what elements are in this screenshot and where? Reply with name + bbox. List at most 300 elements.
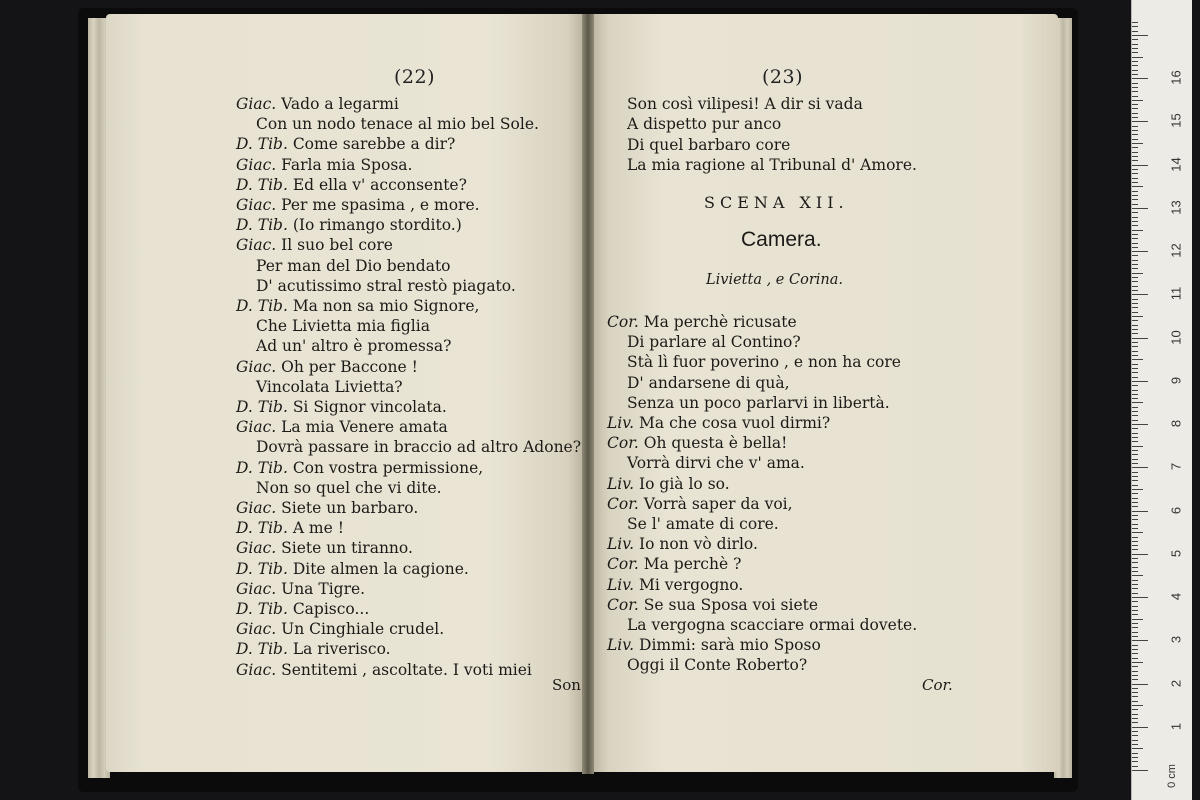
verse-text: Per man del Dio bendato	[256, 256, 451, 275]
verse-line	[256, 377, 403, 397]
ruler-unit-label: 0 cm	[1165, 764, 1178, 788]
ruler-tick	[1132, 234, 1138, 235]
speaker-label: Giac.	[236, 620, 277, 639]
ruler-tick	[1132, 57, 1143, 58]
ruler-tick	[1132, 381, 1148, 382]
verse-text: Farla mia Sposa.	[281, 155, 413, 174]
speaker-label: D. Tib.	[236, 216, 288, 235]
ruler-tick	[1132, 532, 1143, 533]
ruler-tick	[1132, 199, 1138, 200]
ruler-tick	[1132, 52, 1138, 53]
ruler-tick	[1132, 329, 1138, 330]
ruler-tick	[1132, 653, 1138, 654]
right-page-number: (23)	[762, 66, 804, 88]
ruler-tick	[1132, 428, 1138, 429]
speaker-label: D. Tib.	[236, 640, 288, 659]
ruler-tick	[1132, 632, 1138, 633]
ruler-tick	[1132, 614, 1138, 615]
verse-text: Ma perchè ricusate	[643, 313, 797, 331]
verse-text: Il suo bel core	[281, 236, 393, 255]
verse-line	[627, 94, 863, 114]
verse-line	[236, 155, 412, 175]
ruler-tick	[1132, 424, 1148, 425]
ruler-tick	[1132, 402, 1143, 403]
ruler-tick	[1132, 143, 1143, 144]
ruler-tick	[1132, 173, 1138, 174]
verse-text: Stà lì fuor poverino , e non ha core	[627, 353, 901, 372]
ruler-tick	[1132, 368, 1138, 369]
ruler-tick	[1132, 65, 1138, 66]
ruler-tick	[1132, 117, 1138, 118]
ruler-tick	[1132, 671, 1138, 672]
ruler-tick	[1132, 558, 1138, 559]
ruler-tick	[1132, 506, 1138, 507]
ruler-tick	[1132, 165, 1148, 166]
ruler-tick	[1132, 191, 1138, 192]
ruler-tick	[1132, 770, 1148, 771]
speaker-label: Giac.	[236, 196, 277, 214]
speaker-label: Liv.	[607, 535, 635, 554]
verse-line	[236, 599, 369, 619]
ruler-tick	[1132, 87, 1138, 88]
verse-line	[607, 474, 730, 494]
ruler-tick	[1132, 485, 1138, 486]
verse-text: La mia ragione al Tribunal d' Amore.	[627, 156, 917, 175]
ruler-tick	[1132, 108, 1138, 109]
ruler-tick	[1132, 658, 1138, 659]
ruler-tick	[1132, 338, 1148, 339]
speaker-label: Cor.	[607, 434, 639, 453]
verse-line	[607, 575, 743, 595]
verse-line	[256, 437, 581, 457]
ruler-tick	[1132, 571, 1138, 572]
verse-text: A dispetto pur anco	[627, 115, 782, 134]
verse-text: D' acutissimo stral restò piagato.	[256, 276, 516, 295]
speaker-label: D. Tib.	[236, 458, 288, 477]
ruler-tick	[1132, 277, 1138, 278]
ruler-number: 10	[1168, 329, 1184, 345]
verse-text: Son così vilipesi! A dir si vada	[627, 95, 863, 113]
speaker-label: Liv.	[607, 414, 635, 432]
verse-line	[607, 312, 797, 332]
speaker-label: D. Tib.	[236, 135, 288, 154]
ruler-tick	[1132, 524, 1138, 525]
ruler-tick	[1132, 705, 1143, 706]
verse-text: Come sarebbe a dir?	[292, 135, 456, 154]
ruler-tick	[1132, 351, 1138, 352]
speaker-label: Cor.	[607, 494, 639, 513]
ruler-tick	[1132, 299, 1138, 300]
ruler-tick	[1132, 537, 1138, 538]
verse-text: Vado a legarmi	[281, 95, 399, 113]
ruler-tick	[1132, 39, 1138, 40]
ruler-tick	[1132, 346, 1138, 347]
ruler-tick	[1132, 342, 1138, 343]
verse-line	[627, 514, 779, 534]
ruler-number: 7	[1168, 463, 1184, 471]
verse-line	[627, 615, 917, 635]
ruler-tick	[1132, 454, 1138, 455]
ruler-tick	[1132, 251, 1148, 252]
ruler-tick	[1132, 645, 1138, 646]
ruler-tick	[1132, 243, 1138, 244]
verse-line	[236, 195, 480, 215]
ruler-tick	[1132, 394, 1138, 395]
ruler-number: 3	[1168, 636, 1184, 644]
ruler-tick	[1132, 385, 1138, 386]
speaker-label: Cor.	[607, 595, 639, 614]
verse-line	[627, 332, 801, 352]
verse-text: Con un nodo tenace al mio bel Sole.	[256, 115, 539, 134]
ruler-tick	[1132, 78, 1148, 79]
verse-line	[256, 316, 430, 336]
ruler-tick	[1132, 593, 1138, 594]
ruler-tick	[1132, 701, 1138, 702]
ruler-tick	[1132, 372, 1138, 373]
ruler-tick	[1132, 35, 1148, 36]
ruler-tick	[1132, 688, 1138, 689]
ruler-number: 4	[1168, 592, 1184, 601]
verse-line	[236, 619, 444, 639]
book-gutter	[582, 14, 594, 774]
speaker-label: Liv.	[607, 474, 635, 493]
ruler-number: 13	[1168, 200, 1184, 215]
verse-text: Ed ella v' acconsente?	[292, 175, 467, 194]
ruler-tick	[1132, 359, 1143, 360]
ruler-tick	[1132, 606, 1138, 607]
ruler-tick	[1132, 238, 1138, 239]
verse-text: Si Signor vincolata.	[292, 398, 447, 416]
verse-line	[236, 235, 393, 255]
verse-line	[607, 595, 818, 615]
ruler-tick	[1132, 100, 1143, 101]
verse-text: Siete un barbaro.	[281, 499, 419, 517]
speaker-label: D. Tib.	[236, 175, 288, 194]
ruler-tick	[1132, 260, 1138, 261]
ruler-tick	[1132, 212, 1138, 213]
ruler-tick	[1132, 178, 1138, 179]
ruler-tick	[1132, 766, 1138, 767]
ruler-tick	[1132, 662, 1143, 663]
verse-text: Di quel barbaro core	[627, 135, 791, 154]
ruler-tick	[1132, 588, 1138, 589]
ruler-tick	[1132, 104, 1138, 105]
speaker-label: Liv.	[607, 575, 635, 594]
ruler-tick	[1132, 722, 1138, 723]
ruler-tick	[1132, 528, 1138, 529]
ruler-tick	[1132, 748, 1143, 749]
verse-line	[236, 417, 448, 437]
speaker-label: Giac.	[236, 418, 277, 437]
ruler-tick	[1132, 281, 1138, 282]
ruler-tick	[1132, 152, 1138, 153]
ruler-tick	[1132, 290, 1138, 291]
verse-text: Dimmi: sarà mio Sposo	[639, 636, 821, 655]
verse-text: Senza un poco parlarvi in libertà.	[627, 393, 890, 412]
verse-text: Io non vò dirlo.	[639, 535, 758, 554]
ruler-tick	[1132, 182, 1138, 183]
ruler-tick	[1132, 554, 1148, 555]
ruler-tick	[1132, 433, 1138, 434]
measurement-ruler	[1131, 0, 1192, 800]
left-page-number: (22)	[394, 66, 436, 88]
ruler-tick	[1132, 377, 1138, 378]
ruler-tick	[1132, 735, 1138, 736]
verse-line	[236, 518, 344, 538]
ruler-tick	[1132, 303, 1138, 304]
verse-text: Io già lo so.	[639, 474, 730, 493]
ruler-tick	[1132, 727, 1148, 728]
ruler-number: 15	[1168, 113, 1184, 129]
ruler-tick	[1132, 273, 1143, 274]
verse-text: A me !	[292, 519, 344, 538]
verse-text: Vorrà saper da voi,	[643, 494, 793, 513]
ruler-tick	[1132, 126, 1138, 127]
ruler-tick	[1132, 286, 1138, 287]
ruler-tick	[1132, 134, 1138, 135]
ruler-number: 12	[1168, 243, 1184, 258]
ruler-tick	[1132, 519, 1138, 520]
ruler-tick	[1132, 355, 1138, 356]
ruler-tick	[1132, 208, 1148, 209]
verse-line	[627, 393, 890, 413]
verse-text: Dite almen la cagione.	[292, 559, 469, 578]
verse-line	[607, 554, 741, 574]
speaker-label: Giac.	[236, 539, 277, 558]
ruler-tick	[1132, 675, 1138, 676]
ruler-tick	[1132, 684, 1148, 685]
ruler-tick	[1132, 545, 1138, 546]
ruler-tick	[1132, 70, 1138, 71]
verse-text: Se l' amate di core.	[627, 515, 779, 533]
ruler-tick	[1132, 217, 1138, 218]
speaker-label: D. Tib.	[236, 559, 288, 578]
ruler-tick	[1132, 307, 1138, 308]
ruler-tick	[1132, 113, 1138, 114]
speaker-label: Giac.	[236, 357, 277, 376]
ruler-tick	[1132, 230, 1143, 231]
ruler-tick	[1132, 96, 1138, 97]
verse-text: Ma che cosa vuol dirmi?	[639, 414, 831, 432]
ruler-tick	[1132, 325, 1138, 326]
ruler-tick	[1132, 26, 1138, 27]
ruler-tick	[1132, 575, 1143, 576]
ruler-tick	[1132, 247, 1138, 248]
scene-heading: SCENA XII.	[704, 193, 849, 212]
ruler-tick	[1132, 147, 1138, 148]
ruler-tick	[1132, 91, 1138, 92]
ruler-number: 8	[1168, 419, 1184, 428]
ruler-tick	[1132, 22, 1138, 23]
ruler-number: 9	[1168, 376, 1184, 384]
verse-line	[236, 498, 418, 518]
ruler-tick	[1132, 753, 1138, 754]
verse-line	[236, 397, 447, 417]
ruler-number: 14	[1168, 156, 1184, 172]
verse-line	[236, 559, 469, 579]
verse-line	[627, 373, 790, 393]
verse-line	[236, 579, 365, 599]
ruler-tick	[1132, 441, 1138, 442]
ruler-number: 16	[1168, 70, 1184, 85]
ruler-tick	[1132, 398, 1138, 399]
ruler-tick	[1132, 221, 1138, 222]
ruler-tick	[1132, 312, 1138, 313]
verse-line	[236, 639, 391, 659]
verse-line	[236, 458, 483, 478]
verse-text: La vergogna scacciare ormai dovete.	[627, 616, 918, 634]
verse-text: Con vostra permissione,	[292, 458, 484, 477]
verse-text: Che Livietta mia figlia	[256, 317, 430, 336]
verse-text: Di parlare al Contino?	[627, 333, 801, 352]
ruler-tick	[1132, 619, 1143, 620]
ruler-tick	[1132, 415, 1138, 416]
ruler-tick	[1132, 489, 1143, 490]
scene-characters: Livietta , e Corina.	[706, 272, 843, 288]
ruler-tick	[1132, 601, 1138, 602]
verse-line	[236, 134, 455, 154]
verse-text: La mia Venere amata	[281, 418, 448, 437]
ruler-tick	[1132, 549, 1138, 550]
ruler-tick	[1132, 640, 1148, 641]
verse-text: Ad un' altro è promessa?	[256, 337, 452, 356]
verse-line	[236, 660, 532, 680]
verse-text: Una Tigre.	[281, 579, 366, 598]
verse-text: Vorrà dirvi che v' ama.	[627, 454, 805, 473]
ruler-tick	[1132, 186, 1143, 187]
ruler-tick	[1132, 493, 1138, 494]
ruler-tick	[1132, 476, 1138, 477]
verse-line	[627, 155, 917, 175]
ruler-tick	[1132, 316, 1143, 317]
ruler-tick	[1132, 130, 1138, 131]
verse-line	[256, 256, 451, 276]
ruler-tick	[1132, 333, 1138, 334]
ruler-tick	[1132, 679, 1138, 680]
ruler-tick	[1132, 714, 1138, 715]
ruler-tick	[1132, 411, 1138, 412]
speaker-label: Giac.	[236, 95, 277, 113]
ruler-tick	[1132, 649, 1138, 650]
ruler-tick	[1132, 83, 1138, 84]
verse-text: Ma perchè ?	[643, 555, 742, 574]
ruler-tick	[1132, 744, 1138, 745]
ruler-tick	[1132, 450, 1138, 451]
ruler-number: 6	[1168, 506, 1184, 514]
verse-text: Se sua Sposa voi siete	[643, 595, 819, 614]
speaker-label: Cor.	[607, 313, 639, 331]
ruler-tick	[1132, 696, 1138, 697]
verse-line	[236, 175, 467, 195]
ruler-tick	[1132, 515, 1138, 516]
verse-text: Sentitemi , ascoltate. I voti miei	[281, 660, 532, 679]
speaker-label: Giac.	[236, 236, 277, 255]
verse-text: D' andarsene di quà,	[627, 373, 790, 392]
verse-line	[607, 494, 793, 514]
ruler-tick	[1132, 761, 1138, 762]
speaker-label: Giac.	[236, 579, 277, 598]
ruler-tick	[1132, 160, 1138, 161]
ruler-tick	[1132, 74, 1138, 75]
ruler-tick	[1132, 623, 1138, 624]
ruler-tick	[1132, 467, 1148, 468]
ruler-tick	[1132, 731, 1138, 732]
verse-text: Capisco...	[292, 600, 370, 618]
ruler-number: 1	[1168, 722, 1184, 730]
verse-line	[607, 635, 821, 655]
ruler-tick	[1132, 320, 1138, 321]
ruler-tick	[1132, 511, 1148, 512]
ruler-tick	[1132, 610, 1138, 611]
ruler-tick	[1132, 498, 1138, 499]
ruler-tick	[1132, 757, 1138, 758]
ruler-number: 11	[1168, 287, 1184, 301]
verse-text: Oh per Baccone !	[281, 357, 418, 376]
verse-text: Vincolata Livietta?	[256, 377, 403, 396]
ruler-tick	[1132, 44, 1138, 45]
ruler-tick	[1132, 407, 1138, 408]
verse-line	[607, 413, 830, 433]
verse-text: Per me spasima , e more.	[281, 196, 480, 214]
ruler-tick	[1132, 463, 1138, 464]
verse-line	[607, 433, 787, 453]
verse-line	[256, 336, 451, 356]
verse-text: Oh questa è bella!	[643, 434, 788, 453]
ruler-tick	[1132, 48, 1138, 49]
right-catchword: Cor.	[922, 676, 953, 694]
ruler-tick	[1132, 225, 1138, 226]
ruler-tick	[1132, 156, 1138, 157]
ruler-tick	[1132, 480, 1138, 481]
scene-setting: Camera.	[741, 228, 822, 251]
speaker-label: D. Tib.	[236, 519, 288, 538]
verse-line	[627, 453, 805, 473]
speaker-label: Giac.	[236, 499, 277, 517]
verse-text: Ma non sa mio Signore,	[292, 297, 480, 315]
speaker-label: Giac.	[236, 660, 277, 679]
verse-line	[607, 534, 758, 554]
ruler-tick	[1132, 61, 1138, 62]
verse-text: Siete un tiranno.	[281, 539, 413, 558]
verse-text: (Io rimango stordito.)	[292, 216, 462, 235]
ruler-tick	[1132, 294, 1148, 295]
verse-text: Mi vergogno.	[639, 575, 744, 594]
verse-line	[236, 296, 479, 316]
ruler-number: 2	[1168, 679, 1184, 687]
ruler-tick	[1132, 740, 1138, 741]
ruler-tick	[1132, 692, 1138, 693]
ruler-tick	[1132, 264, 1138, 265]
verse-line	[236, 538, 413, 558]
ruler-tick	[1132, 437, 1138, 438]
ruler-tick	[1132, 446, 1143, 447]
ruler-tick	[1132, 268, 1138, 269]
ruler-tick	[1132, 709, 1138, 710]
verse-text: Dovrà passare in braccio ad altro Adone?	[256, 438, 582, 457]
ruler-tick	[1132, 666, 1138, 667]
ruler-number: 5	[1168, 549, 1184, 557]
verse-text: Un Cinghiale crudel.	[281, 620, 445, 639]
ruler-tick	[1132, 31, 1138, 32]
ruler-tick	[1132, 364, 1138, 365]
verse-line	[236, 94, 399, 114]
ruler-tick	[1132, 390, 1138, 391]
ruler-tick	[1132, 459, 1138, 460]
ruler-tick	[1132, 139, 1138, 140]
speaker-label: Cor.	[607, 555, 639, 574]
verse-text: Oggi il Conte Roberto?	[627, 656, 808, 675]
ruler-tick	[1132, 567, 1138, 568]
